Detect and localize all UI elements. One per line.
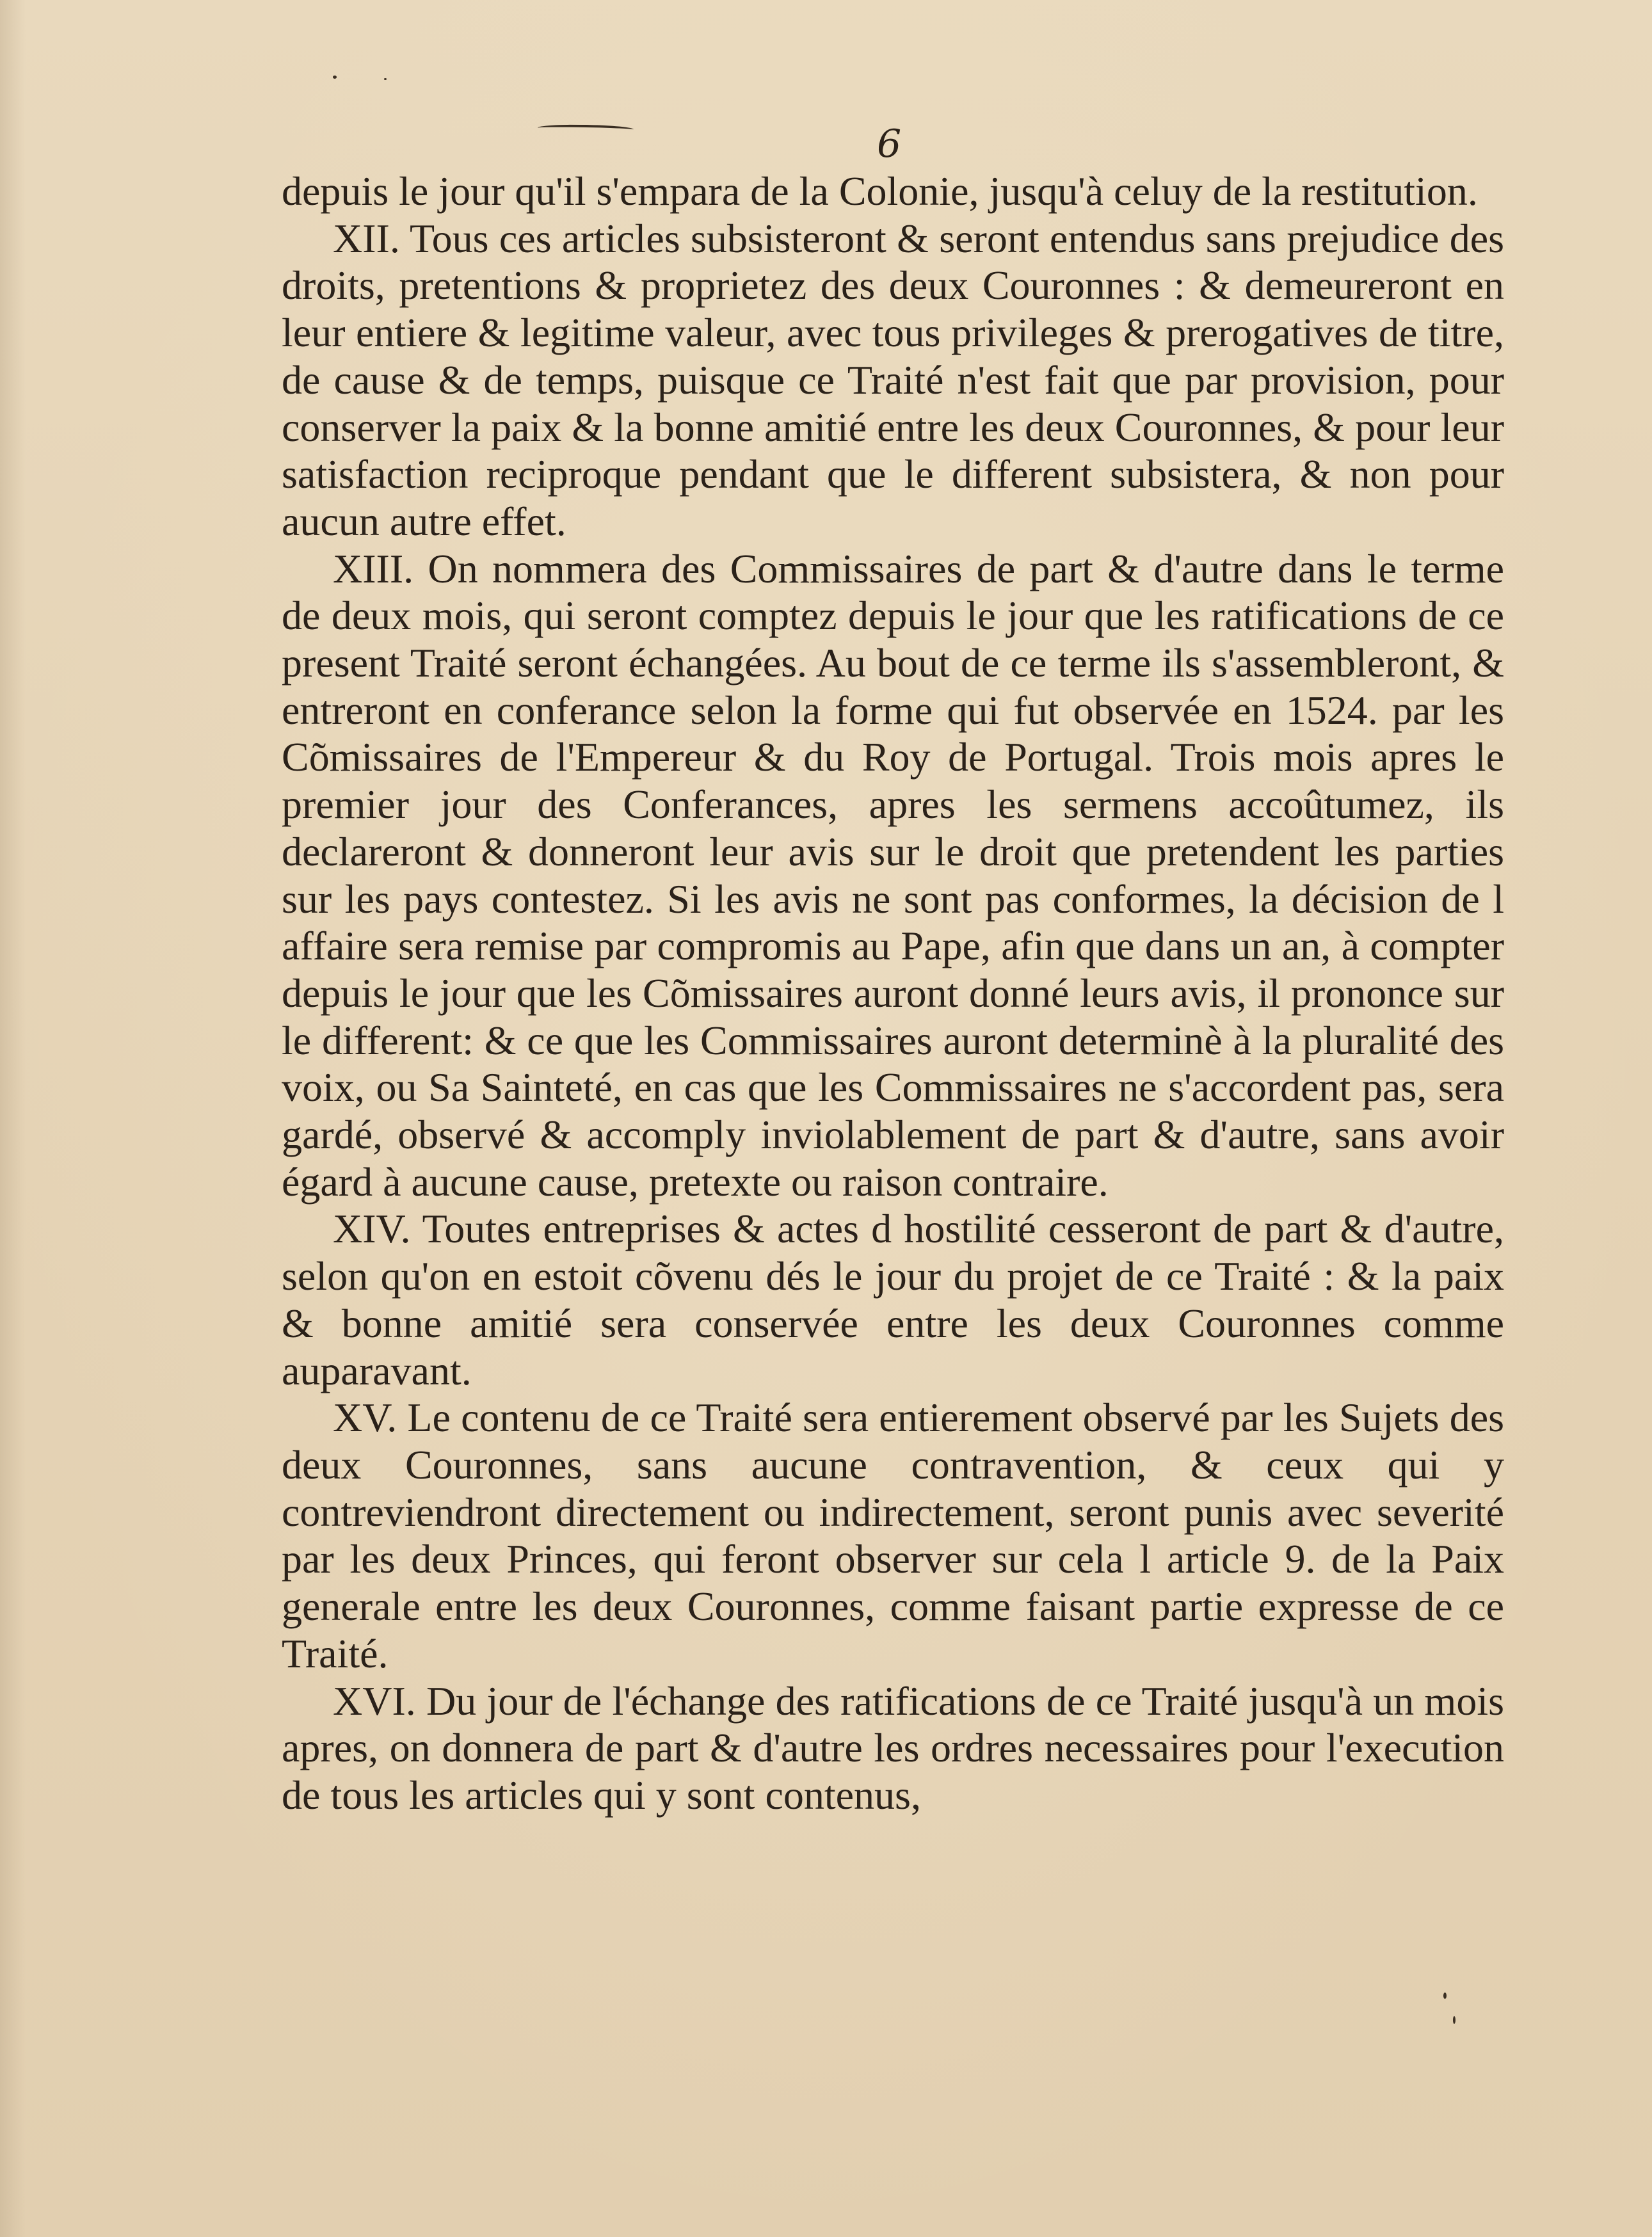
page-edge-shadow <box>0 0 26 2237</box>
printer-mark <box>538 124 634 134</box>
ink-speck <box>384 78 387 80</box>
paragraph-article-15: XV. Le contenu de ce Traité sera entierement observé par les Sujets des deux Couronnes, sans aucune contravention, & ceux qui y contreviendront directement ou indirectement, seront punis avec severité par les deux Princes, qui feront observer sur cela l article 9. de la Paix generale entre les deux Couronnes, comme faisant partie expresse de ce Traité. <box>282 1395 1504 1676</box>
paragraph-article-16: XVI. Du jour de l'échange des ratifications de ce Traité jusqu'à un mois apres, on donnera de part & d'autre les ordres necessaires pour l'execution de tous les articles qui y sont contenus, <box>282 1678 1504 1818</box>
ink-speck <box>1453 2016 1456 2024</box>
ink-speck <box>1443 1992 1447 1999</box>
paragraph-article-12: XII. Tous ces articles subsisteront & seront entendus sans prejudice des droits, pretentions & proprietez des deux Couronnes : & demeureront en leur entiere & legitime valeur, avec tous privileges & prerogatives de titre, de cause & de temps, puisque ce Traité n'est fait que par provision, pour conserver la paix & la bonne amitié entre les deux Couronnes, & pour leur satisfaction reciproque pendant que le different subsistera, & non pour aucun autre effet. <box>282 215 1504 544</box>
body-text <box>282 168 1504 1819</box>
page-number: 6 <box>877 122 902 166</box>
paragraph-continuation: depuis le jour qu'il s'empara de la Colonie, jusqu'à celuy de la restitution. <box>282 168 1478 214</box>
paragraph-article-13: XIII. On nommera des Commissaires de part & d'autre dans le terme de deux mois, qui seront comptez depuis le jour que les ratifications de ce present Traité seront échangées. Au bout de ce terme ils s'assembleront, & entreront en conferance selon la forme qui fut observée en 1524. par les Cõmissaires de l'Empereur & du Roy de Portugal. Trois mois apres le premier jour des Conferances, apres les sermens accoûtumez, ils declareront & donneront leur avis sur le droit que pretendent les parties sur les pays contestez. Si les avis ne sont pas conformes, la décision de l affaire sera remise par compromis au Pape, afin que dans un an, à compter depuis le jour que les Cõmissaires auront donné leurs avis, il prononce sur le different: & ce que les Commissaires auront determinè à la pluralité des voix, ou Sa Sainteté, en cas que les Commissaires ne s'accordent pas, sera gardé, observé & accomply inviolablement de part & d'autre, sans avoir égard à aucune cause, pretexte ou raison contraire. <box>282 545 1504 1205</box>
ink-speck <box>333 76 337 79</box>
paragraph-article-14: XIV. Toutes entreprises & actes d hostilité cesseront de part & d'autre, selon qu'on en estoit cõvenu dés le jour du projet de ce Traité : & la paix & bonne amitié sera conservée entre les deux Couronnes comme auparavant. <box>282 1206 1504 1393</box>
